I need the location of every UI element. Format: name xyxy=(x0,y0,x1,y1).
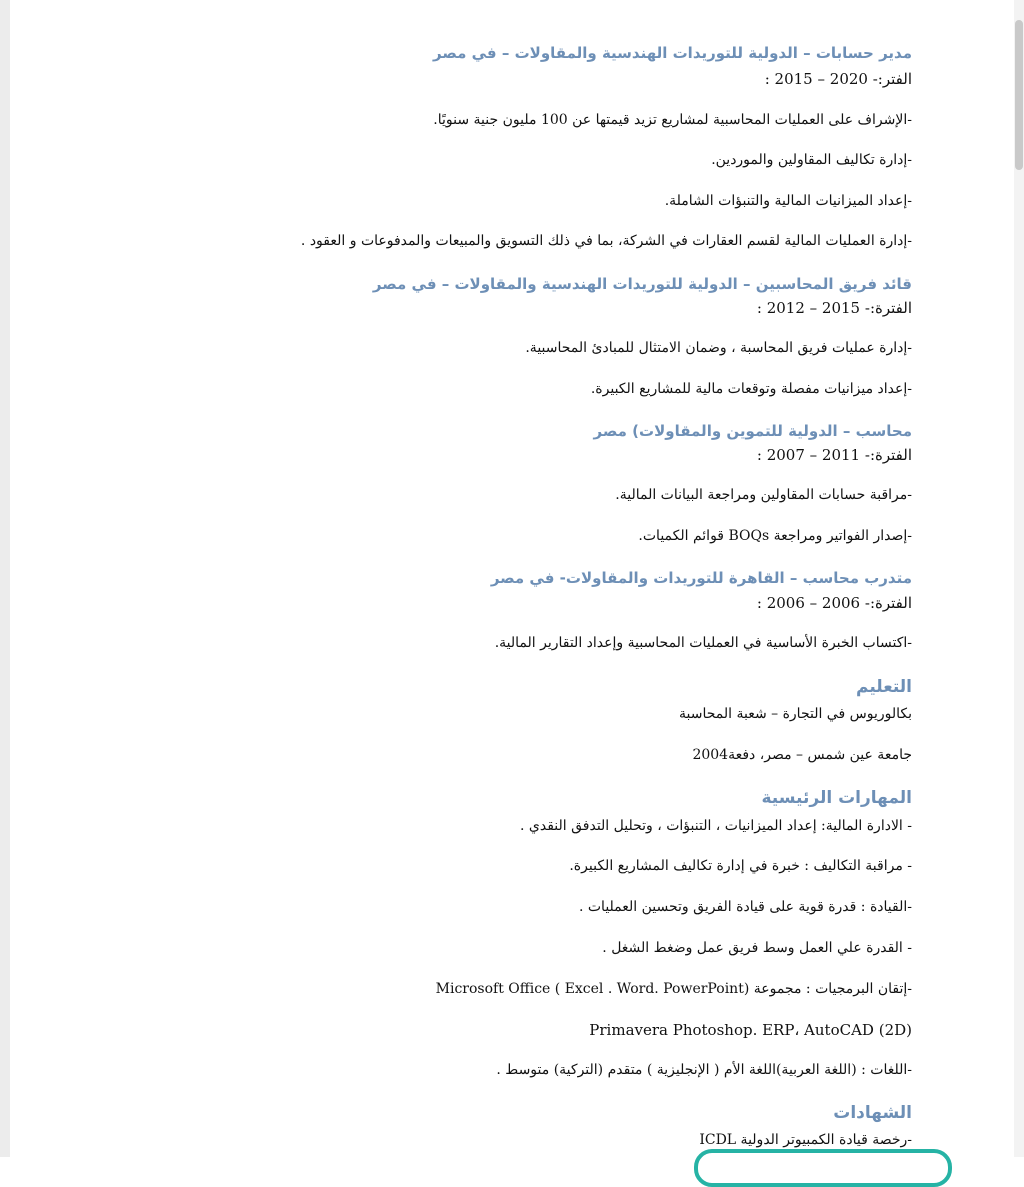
education-university: جامعة عين شمس – مصر، دفعة2004 xyxy=(692,747,912,763)
scrollbar-thumb[interactable] xyxy=(1015,20,1023,170)
job-bullet: -إعداد ميزانيات مفصلة وتوقعات مالية للمشاريع الكبيرة. xyxy=(590,381,912,397)
job-bullet: -الإشراف على العمليات المحاسبية لمشاريع تزيد قيمتها عن 100 مليون جنية سنويًا. xyxy=(433,112,912,128)
skill-item: Primavera Photoshop. ERP، AutoCAD (2D) xyxy=(589,1021,912,1039)
window-left-edge xyxy=(0,0,10,1157)
job-bullet: -إدارة عمليات فريق المحاسبة ، وضمان الامتثال للمبادئ المحاسبية. xyxy=(525,340,912,356)
skill-item: - الادارة المالية: إعداد الميزانيات ، التنبؤات ، وتحليل التدفق النقدي . xyxy=(519,818,912,834)
vertical-scrollbar[interactable] xyxy=(1014,0,1024,1157)
job-bullet: -إدارة العمليات المالية لقسم العقارات في الشركة، بما في ذلك التسويق والمبيعات والمدفوعات و العقود . xyxy=(300,233,912,249)
job-bullet: -مراقبة حسابات المقاولين ومراجعة البيانات المالية. xyxy=(615,487,912,503)
job-period: الفترة:- 2006 – 2006 : xyxy=(756,594,912,612)
skill-item: -القيادة : قدرة قوية على قيادة الفريق وتحسين العمليات . xyxy=(578,899,912,915)
job-title: متدرب محاسب – القاهرة للتوريدات والمقاولات- في مصر xyxy=(490,569,912,587)
floating-overlay-widget[interactable] xyxy=(694,1149,952,1187)
document-page xyxy=(10,0,1014,1157)
skills-heading: المهارات الرئيسية xyxy=(761,788,912,808)
certificates-heading: الشهادات xyxy=(833,1103,912,1123)
job-bullet: -إصدار الفواتير ومراجعة BOQs قوائم الكميات. xyxy=(638,528,912,544)
job-period: الفتر:- 2020 – 2015 : xyxy=(764,70,912,88)
job-period: الفترة:- 2011 – 2007 : xyxy=(756,446,912,464)
job-period: الفترة:- 2015 – 2012 : xyxy=(756,299,912,317)
skill-item: -اللغات : (اللغة العربية)اللغة الأم ( الإنجليزية ) متقدم (التركية) متوسط . xyxy=(496,1062,912,1078)
job-bullet: -إدارة تكاليف المقاولين والموردين. xyxy=(711,152,912,168)
job-title: قائد فريق المحاسبين – الدولية للتوريدات الهندسية والمقاولات – في مصر xyxy=(372,275,912,293)
education-heading: التعليم xyxy=(856,677,912,697)
job-bullet: -اكتساب الخبرة الأساسية في العمليات المحاسبية وإعداد التقارير المالية. xyxy=(494,635,912,651)
education-degree: بكالوريوس في التجارة – شعبة المحاسبة xyxy=(679,706,912,722)
skill-item: -إتقان البرمجيات : مجموعة Microsoft Office ( Excel . Word. PowerPoint) xyxy=(435,981,912,997)
certificate-item: -رخصة قيادة الكمبيوتر الدولية ICDL xyxy=(699,1132,912,1148)
job-bullet: -إعداد الميزانيات المالية والتنبؤات الشاملة. xyxy=(664,193,912,209)
job-title: مدير حسابات – الدولية للتوريدات الهندسية والمقاولات – في مصر xyxy=(433,44,912,62)
job-title: محاسب – الدولية للتموين والمقاولات) مصر xyxy=(593,422,912,440)
skill-item: - القدرة علي العمل وسط فريق عمل وضغط الشغل . xyxy=(602,940,912,956)
skill-item: - مراقبة التكاليف : خبرة في إدارة تكاليف المشاريع الكبيرة. xyxy=(569,858,912,874)
